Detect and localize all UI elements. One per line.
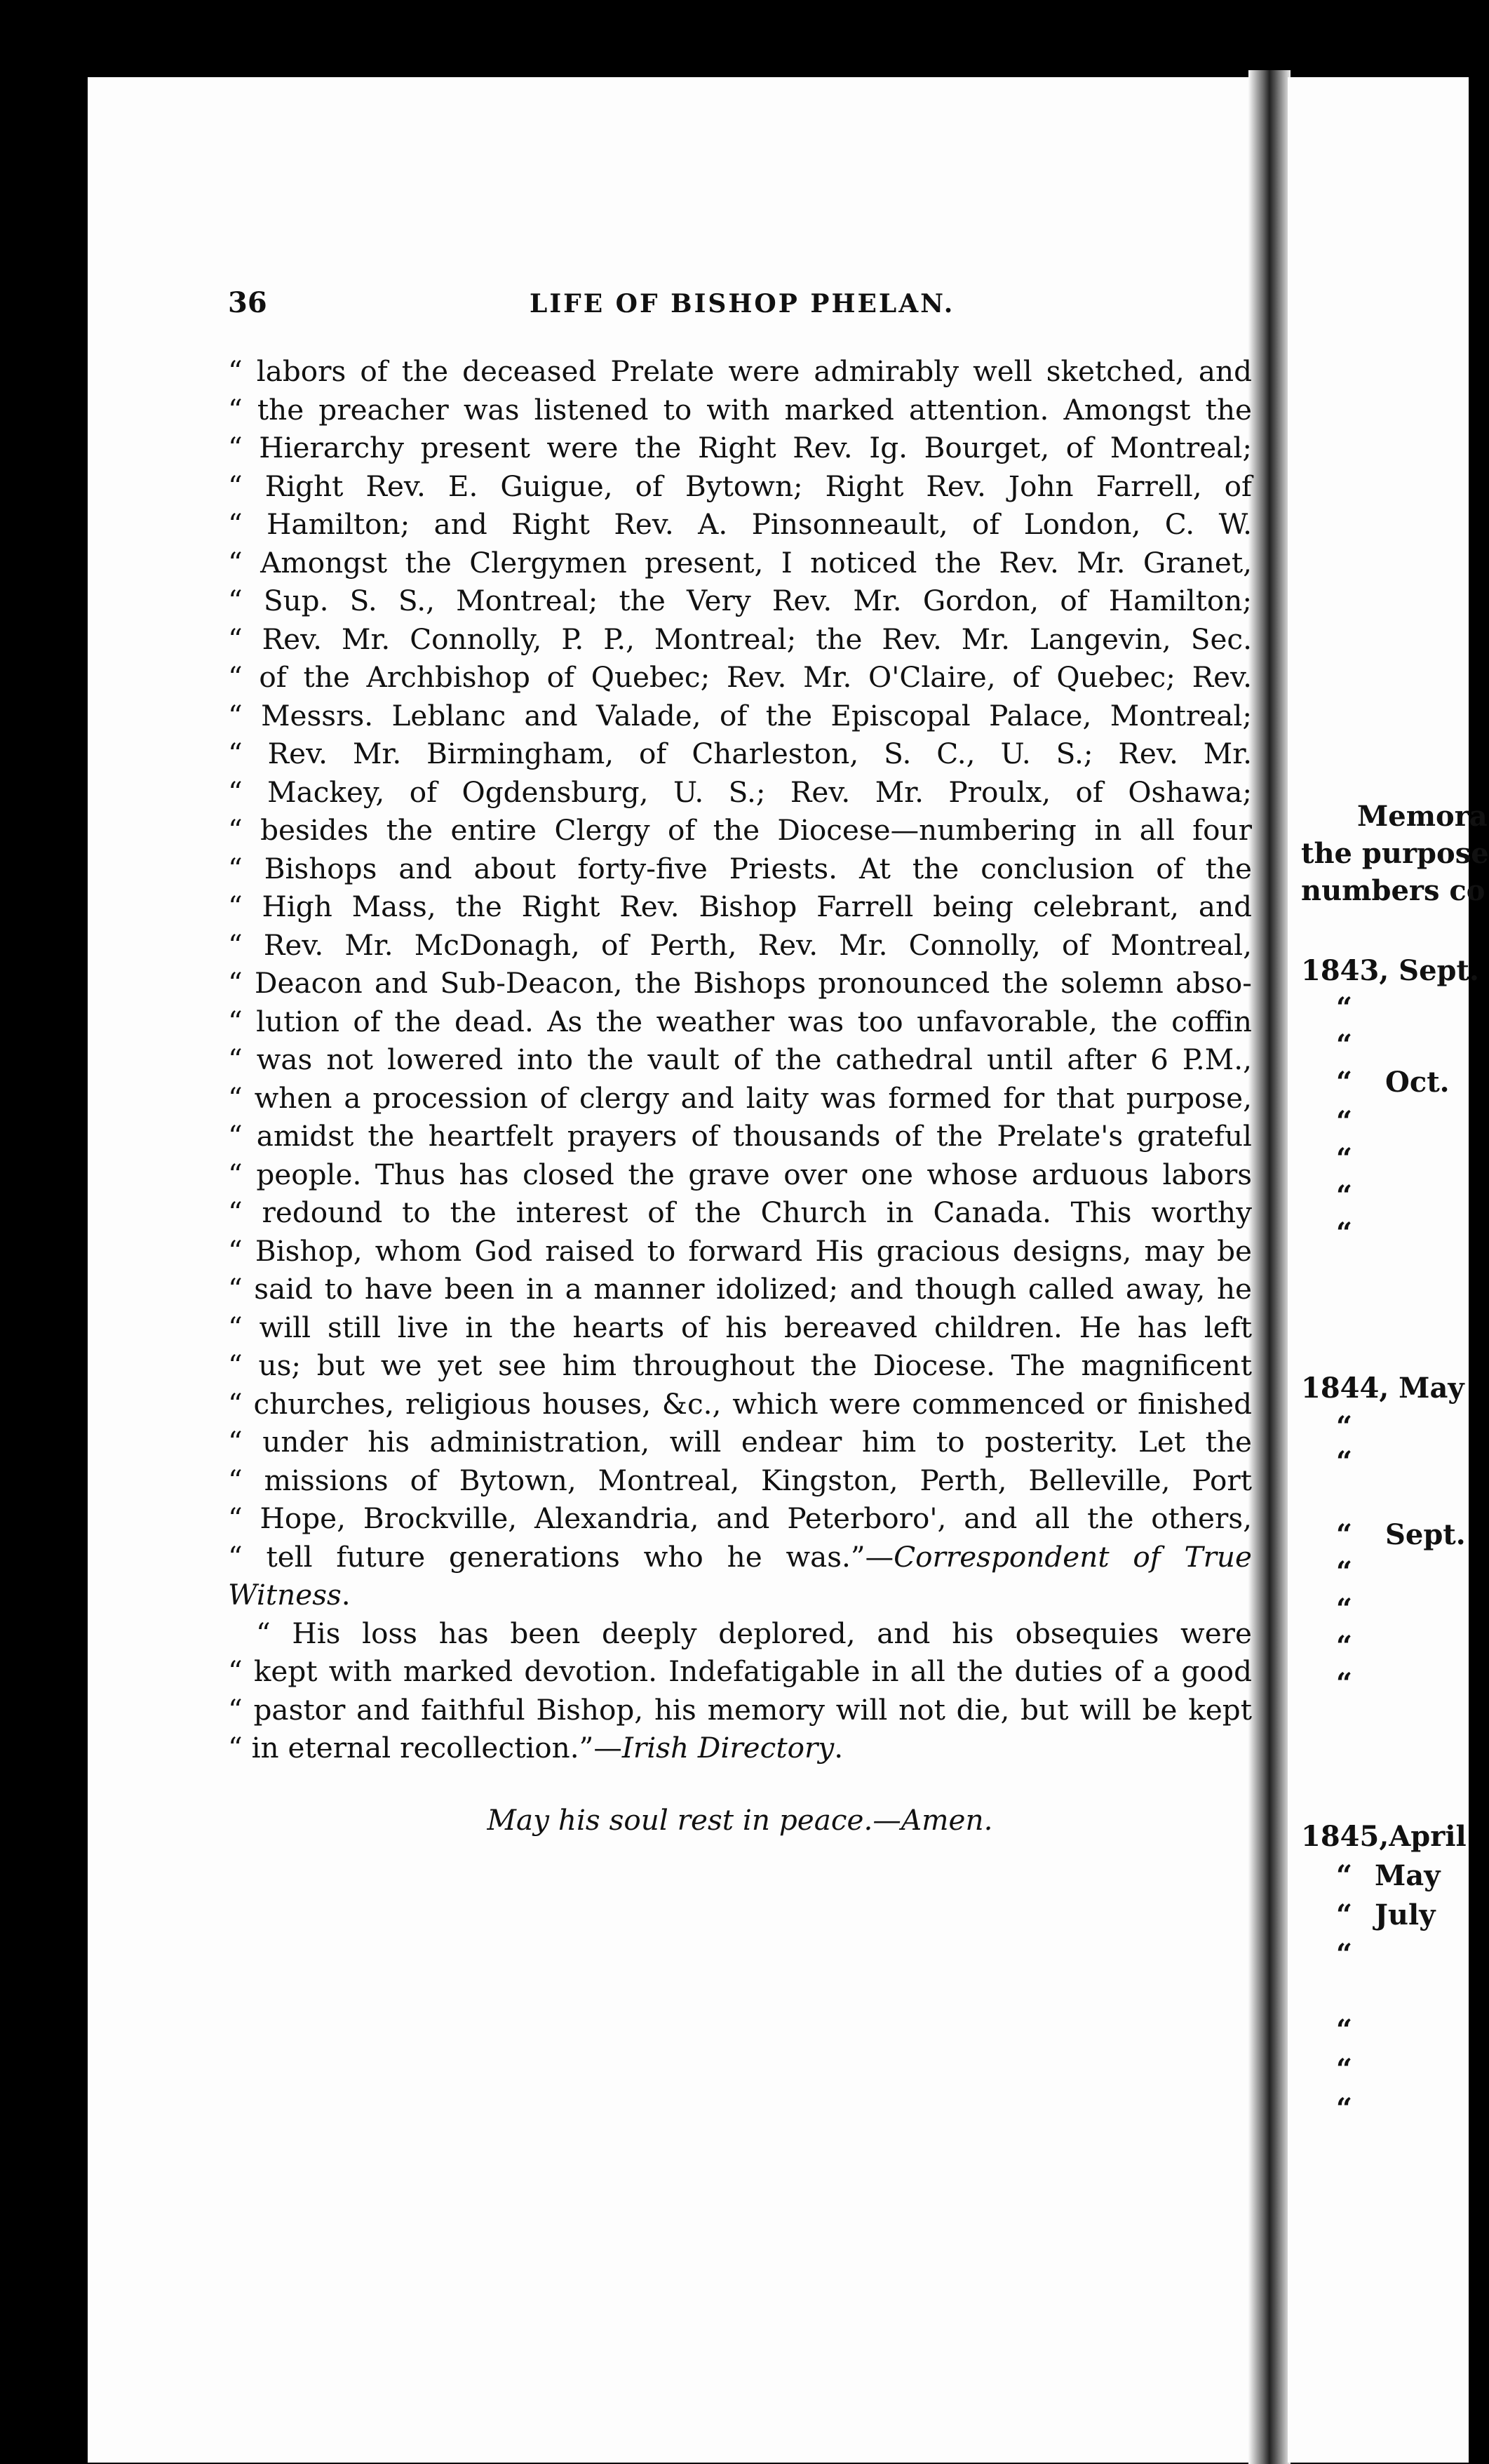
text-line: “ Sup. S. S., Montreal; the Very Rev. Mr. Gordon, of Hamilton; (228, 584, 1252, 617)
text-line: “ will still live in the hearts of his bereaved children. He has left (228, 1310, 1252, 1344)
ditto-mark: “ (1336, 991, 1353, 1024)
ditto-mark: “ (1336, 1859, 1353, 1892)
ditto-mark: “ (1336, 1445, 1353, 1478)
text-line: “ redound to the interest of the Church in Canada. This worthy (228, 1196, 1252, 1229)
ditto-mark: “ (1336, 2092, 1353, 2125)
ditto-mark: “ (1336, 1899, 1353, 1931)
text-line: “ Messrs. Leblanc and Valade, of the Episcopal Palace, Montreal; (228, 698, 1252, 732)
ditto-mark: “ (1336, 1029, 1353, 1062)
text-line: “ lution of the dead. As the weather was too unfavorable, the coffin (228, 1004, 1252, 1038)
ditto-mark: “ (1336, 1217, 1353, 1250)
book-gutter (1248, 70, 1291, 2464)
text-line: “ under his administration, will endear him to posterity. Let the (228, 1425, 1252, 1459)
attribution-line: Witness. (228, 1578, 351, 1612)
page-number: 36 (228, 286, 267, 319)
entry-1843: 1843, Sept. (1301, 954, 1479, 987)
text-line: “ Rev. Mr. Connolly, P. P., Montreal; the Rev. Mr. Langevin, Sec. (228, 622, 1252, 656)
page-header (228, 286, 1252, 328)
text-line: “ was not lowered into the vault of the cathedral until after 6 P.M., (228, 1043, 1252, 1076)
text-line: “ Rev. Mr. Birmingham, of Charleston, S. C., U. S.; Rev. Mr. (228, 737, 1252, 770)
ditto-mark: “ (1336, 2014, 1353, 2047)
text-line: “ missions of Bytown, Montreal, Kingston, Perth, Belleville, Port (228, 1463, 1252, 1497)
entry-oct: Oct. (1385, 1066, 1450, 1099)
text-line: “ of the Archbishop of Quebec; Rev. Mr. O'Claire, of Quebec; Rev. (228, 660, 1252, 694)
text-line: “ Deacon and Sub-Deacon, the Bishops pronounced the solemn abso- (228, 966, 1252, 1000)
text-line: “ the preacher was listened to with marked attention. Amongst the (228, 392, 1252, 427)
right-heading-1: Memora (1357, 800, 1488, 833)
closing-line: May his soul rest in peace.—Amen. (487, 1802, 993, 1837)
text-line: “ His loss has been deeply deplored, and his obsequies were (256, 1616, 1252, 1650)
text-line: “ amidst the heartfelt prayers of thousands of the Prelate's grateful (228, 1119, 1252, 1153)
text-line: “ Bishop, whom God raised to forward His gracious designs, may be (228, 1233, 1252, 1268)
ditto-mark: “ (1336, 1066, 1353, 1099)
paragraph-2-last-line: “ in eternal recollection.”—Irish Directory. (228, 1731, 844, 1765)
ditto-mark: “ (1336, 1105, 1353, 1138)
paragraph-2 (228, 1614, 1252, 1729)
entry-1845: 1845,April (1301, 1820, 1467, 1853)
right-heading-3: numbers co (1301, 874, 1485, 907)
text-line: “ us; but we yet see him throughout the Diocese. The magnificent (228, 1348, 1252, 1382)
text-line: “ Hamilton; and Right Rev. A. Pinsonneault, of London, C. W. (228, 507, 1252, 541)
entry-1844: 1844, May (1301, 1372, 1464, 1405)
ditto-mark: “ (1336, 2053, 1353, 2086)
right-page (1288, 77, 1469, 2463)
text-line: “ Rev. Mr. McDonagh, of Perth, Rev. Mr. Connolly, of Montreal, (228, 928, 1252, 962)
text-line: “ Bishops and about forty-five Priests. At the conclusion of the (228, 851, 1252, 885)
ditto-mark: “ (1336, 1410, 1353, 1443)
running-head: LIFE OF BISHOP PHELAN. (530, 289, 955, 319)
text-line: “ kept with marked devotion. Indefatigable in all the duties of a good (228, 1654, 1252, 1688)
text-line: “ said to have been in a manner idolized; and though called away, he (228, 1272, 1252, 1306)
ditto-mark: “ (1336, 1667, 1353, 1700)
text-line: “ pastor and faithful Bishop, his memory will not die, but will be kept (228, 1692, 1252, 1727)
attribution-line: “ tell future generations who he was.”—Correspondent of True (228, 1539, 1252, 1574)
text-line: “ Hope, Brockville, Alexandria, and Peterboro', and all the others, (228, 1501, 1252, 1535)
ditto-mark: “ (1336, 1179, 1353, 1212)
entry-july: July (1375, 1899, 1436, 1931)
text-line: “ High Mass, the Right Rev. Bishop Farrell being celebrant, and (228, 890, 1252, 923)
right-heading-2: the purpose (1301, 837, 1489, 870)
text-line: “ besides the entire Clergy of the Diocese—numbering in all four (228, 813, 1252, 847)
text-line: “ Right Rev. E. Guigue, of Bytown; Right Rev. John Farrell, of (228, 469, 1252, 503)
entry-sept: Sept. (1385, 1518, 1466, 1551)
text-line: “ people. Thus has closed the grave over one whose arduous labors (228, 1157, 1252, 1191)
text-line: “ when a procession of clergy and laity was formed for that purpose, (228, 1080, 1252, 1115)
entry-may: May (1375, 1859, 1441, 1892)
ditto-mark: “ (1336, 1630, 1353, 1663)
ditto-mark: “ (1336, 1518, 1353, 1551)
ditto-mark: “ (1336, 1938, 1353, 1971)
text-line: “ Mackey, of Ogdensburg, U. S.; Rev. Mr. Proulx, of Oshawa; (228, 775, 1252, 809)
body-text (228, 352, 1252, 1839)
text-line: “ Amongst the Clergymen present, I noticed the Rev. Mr. Granet, (228, 545, 1252, 580)
ditto-mark: “ (1336, 1142, 1353, 1175)
paragraph-1 (228, 352, 1252, 1538)
ditto-mark: “ (1336, 1555, 1353, 1588)
text-line: “ labors of the deceased Prelate were admirably well sketched, and (228, 354, 1252, 388)
text-line: “ Hierarchy present were the Right Rev. Ig. Bourget, of Montreal; (228, 431, 1252, 464)
ditto-mark: “ (1336, 1593, 1353, 1626)
text-line: “ churches, religious houses, &c., which were commenced or finished (228, 1386, 1252, 1421)
